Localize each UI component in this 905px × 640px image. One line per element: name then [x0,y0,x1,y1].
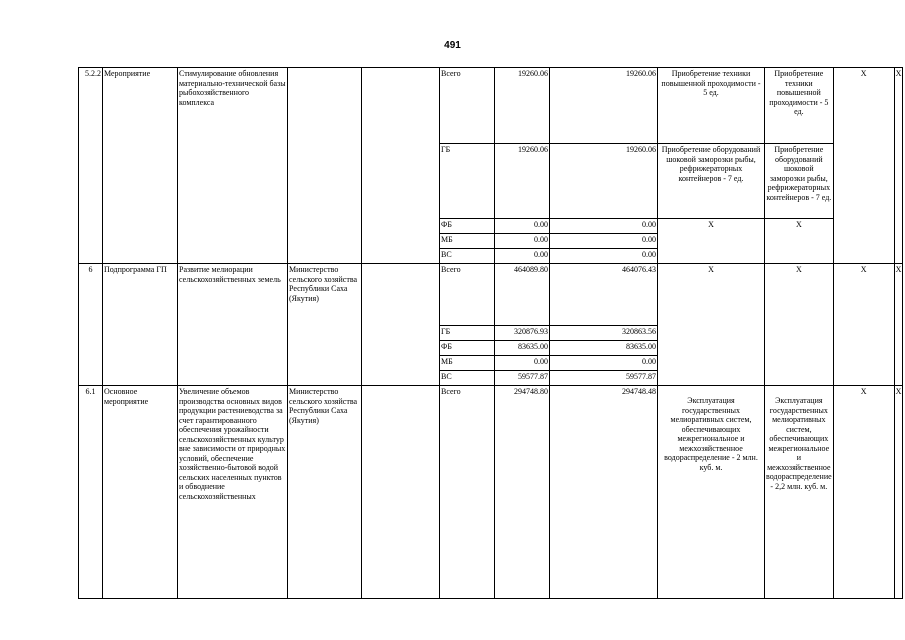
result-b-text: Эксплуатация государственных мелиоративных систем, обеспечивающих межрегиональное и межхозяйственное водораспределение - 2,2 млн. куб. м. [766,396,832,491]
result-b: X [765,219,834,264]
mark-x-2: X [894,386,903,599]
fin-source: Всего [440,68,495,144]
fin-value-2: 19260.06 [550,144,658,219]
row-name-text: Увеличение объемов производства основных видов продукции растениеводства за счет гарантированного обеспечения урожайности сельскохозяйственных культур вне зависимости от природных условий, обеспечение хозяйственно-бытовой водой сельских населенных пунктов и обводнение сельскохозяйственных [179,387,286,501]
fin-value-1: 83635.00 [495,341,550,356]
row-type: Подпрограмма ГП [103,264,178,386]
program-table [78,67,903,599]
mark-x-1: X [833,68,894,264]
row-number: 6 [79,264,103,386]
table-row [79,386,903,599]
empty-cell [362,264,440,386]
fin-value-1: 0.00 [495,249,550,264]
fin-source: МБ [440,234,495,249]
page-number: 491 [444,40,461,51]
fin-source: Всего [440,264,495,326]
fin-source: ВС [440,371,495,386]
fin-value-1: 464089.80 [495,264,550,326]
row-number: 5.2.2 [79,68,103,264]
result-a: X [658,219,765,264]
row-name [178,386,288,599]
fin-source: ГБ [440,326,495,341]
row-executor [288,68,362,264]
result-b: Приобретение оборудований шоковой заморозки рыбы, рефрижераторных контейнеров - 7 ед. [765,144,834,219]
fin-value-1: 59577.87 [495,371,550,386]
fin-value-2: 19260.06 [550,68,658,144]
mark-x-1: X [833,386,894,599]
fin-value-2: 59577.87 [550,371,658,386]
mark-x-2: X [894,264,903,386]
fin-value-2: 294748.48 [550,386,658,599]
empty-cell [362,68,440,264]
fin-value-1: 0.00 [495,234,550,249]
fin-source: Всего [440,386,495,599]
result-b: X [765,264,834,386]
result-a: Приобретение техники повышенной проходимости - 5 ед. [658,68,765,144]
fin-value-2: 464076.43 [550,264,658,326]
fin-value-1: 19260.06 [495,144,550,219]
row-type: Мероприятие [103,68,178,264]
row-type: Основное мероприятие [103,386,178,599]
result-a: X [658,264,765,386]
row-executor: Министерство сельского хозяйства Республики Саха (Якутия) [288,386,362,599]
row-name: Стимулирование обновления материально-технической базы рыбохозяйственного комплекса [178,68,288,264]
result-b [765,386,834,599]
row-name: Развитие мелиорации сельскохозяйственных земель [178,264,288,386]
fin-value-2: 0.00 [550,234,658,249]
fin-source: МБ [440,356,495,371]
result-a [658,386,765,599]
result-a-text: Эксплуатация государственных мелиоративных систем, обеспечивающих межрегиональное и межхозяйственное водораспределение - 2 млн. куб. м. [664,396,758,472]
fin-value-1: 320876.93 [495,326,550,341]
mark-x-2: X [894,68,903,264]
fin-value-2: 0.00 [550,356,658,371]
fin-value-1: 294748.80 [495,386,550,599]
empty-cell [362,386,440,599]
fin-value-2: 320863.56 [550,326,658,341]
row-number: 6.1 [79,386,103,599]
fin-value-1: 0.00 [495,219,550,234]
fin-value-1: 19260.06 [495,68,550,144]
mark-x-1: X [833,264,894,386]
fin-source: ВС [440,249,495,264]
fin-value-2: 83635.00 [550,341,658,356]
table-row [79,264,903,326]
fin-value-2: 0.00 [550,219,658,234]
fin-source: ФБ [440,219,495,234]
fin-value-1: 0.00 [495,356,550,371]
result-b: Приобретение техники повышенной проходимости - 5 ед. [765,68,834,144]
fin-source: ГБ [440,144,495,219]
row-executor: Министерство сельского хозяйства Республики Саха (Якутия) [288,264,362,386]
fin-source: ФБ [440,341,495,356]
fin-value-2: 0.00 [550,249,658,264]
table-row [79,68,903,144]
result-a: Приобретение оборудований шоковой заморозки рыбы, рефрижераторных контейнеров - 7 ед. [658,144,765,219]
